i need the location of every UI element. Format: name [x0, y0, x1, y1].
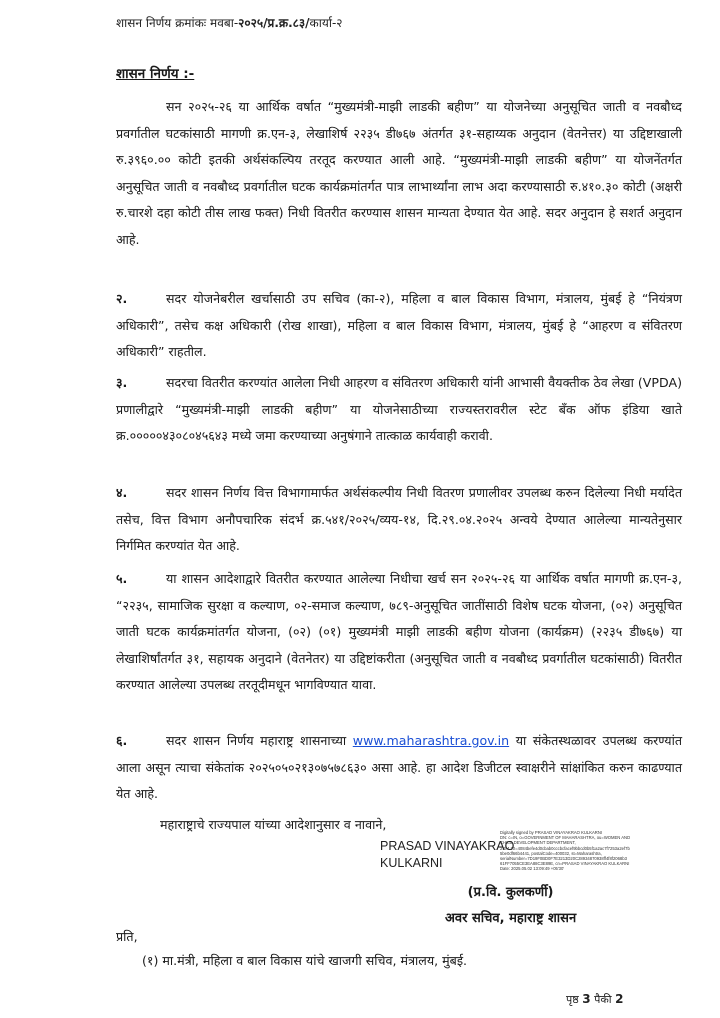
page-total: 2	[615, 992, 624, 1006]
signatory-name	[380, 838, 514, 872]
paragraph-2-text: सदर योजनेबरील खर्चासाठी उप सचिव (का-२), महिला व बाल विकास विभाग, मंत्रालय, मुंबई हे “नियंत्रण अधिकारी”, तसेच कक्ष अधिकारी (रोख शाखा), महिला व बाल विकास विभाग, मंत्रालय, मुंबई हे “आहरण व संवितरण अधिकारी” राहतील.	[116, 291, 682, 359]
cert-line: 5be0df66b4441, postalCode=400032, st=Maharashtra,	[500, 850, 602, 856]
page-number	[566, 992, 624, 1007]
paragraph-2	[116, 286, 682, 366]
paragraph-3-text: सदरचा वितरीत करण्यांत आलेला निधी आहरण व संवितरण अधिकारी यांनी आभासी वैयक्तीक ठेव लेखा (VPDA) प्रणालीद्वारे “मुख्यमंत्री-माझी लाडकी बहीण” या योजनेसाठीच्या राज्यस्तरावरील स्टेट बँक ऑफ इंडिया खाते क्र.०००००४३०८०४५६४३ मध्ये जमा करण्याच्या अनुषंगाने तात्काळ कार्यवाही करावी.	[116, 375, 683, 443]
header-suffix: कार्या-२	[309, 16, 343, 30]
paragraph-5-text: या शासन आदेशाद्वारे वितरीत करण्यात आलेल्या निधीचा खर्च सन २०२५-२६ या आर्थिक वर्षात मागणी क्र.एन-३, “२२३५, सामाजिक सुरक्षा व कल्याण, ०२-समाज कल्याण, ७८९-अनुसूचित जातींसाठी विशेष घटक योजना, (०२) अनुसूचित जाती घटक कार्यक्रमांतर्गत योजना, (०२) (०१) मुख्यमंत्री माझी लाडकी बहीण योजना (कार्यक्रम) (२२३५ डी७६७) या लेखाशिर्षांतर्गत ३१, सहायक अनुदाने (वेतनेतर) या उद्दिष्टांकरीता (अनुसूचित जाती व नवबौध्द प्रवर्गातील घटकांसाठी) वितरीत करण्यात आलेल्या उपलब्ध तरतूदीमधून भागविण्यात यावा.	[116, 571, 682, 692]
paragraph-6-text-before: सदर शासन निर्णय महाराष्ट्र शासनाच्या	[166, 733, 353, 748]
paragraph-number: ३.	[116, 375, 128, 390]
digital-signature-certificate	[500, 830, 700, 872]
page-current: 3	[582, 992, 591, 1006]
maharashtra-website-link[interactable]: www.maharashtra.gov.in	[352, 733, 510, 748]
paragraph-3	[116, 370, 682, 450]
cert-line: serialNumber=7D19F0BD0F7E3213D20C28934870938ff4f8f2068b3	[500, 856, 627, 862]
cert-line: Digitally signed by PRASAD VINAYAKRAO KULKARNI	[500, 830, 603, 835]
cert-line: CHILD DEVELOPMENT DEPARTMENT,	[500, 840, 576, 846]
paragraph-6	[116, 728, 682, 808]
recipients-heading: प्रति,	[116, 929, 138, 944]
paragraph-4	[116, 480, 682, 560]
signatory-name-line1: PRASAD VINAYAKRAO	[380, 839, 515, 853]
recipient-item: (१) मा.मंत्री, महिला व बाल विकास यांचे खाजगी सचिव, मंत्रालय, मुंबई.	[142, 953, 468, 968]
paragraph-number: ६.	[116, 733, 128, 748]
closing-line: महाराष्ट्राचे राज्यपाल यांच्या आदेशानुसार व नावाने,	[160, 817, 387, 832]
cert-line: 61FF7055CE3EA88C3E89E, cn=PRASAD VINAYAKRAO KULKARNI	[500, 861, 630, 867]
paragraph-number: ४.	[116, 485, 128, 500]
header-prefix: शासन निर्णय क्रमांकः मवबा-	[116, 16, 239, 30]
cert-line: 2.5.4.20=4084befe4d0cbab0cccbcfacef9bbcd0b5f1a2ac7f7253a2ef7b	[500, 845, 630, 851]
cert-line: DN: c=IN, o=GOVERNMENT OF MAHARASHTRA, ou=WOMEN AND	[500, 835, 631, 841]
signatory-name-line2: KULKARNI	[380, 856, 443, 870]
page-of: पैकी	[594, 993, 612, 1006]
signatory-designation: अवर सचिव, महाराष्ट्र शासन	[445, 911, 577, 926]
cert-line: Date: 2025.05.02 13:09:49 +05'30'	[500, 866, 565, 872]
paragraph-1-text: सन २०२५-२६ या आर्थिक वर्षात “मुख्यमंत्री-माझी लाडकी बहीण” या योजनेच्या अनुसूचित जाती व नवबौध्द प्रवर्गातील घटकांसाठी मागणी क्र.एन-३, लेखाशिर्ष २२३५ डी७६७ अंतर्गत ३१-सहाय्यक अनुदान (वेतनेत्तर) या उद्दिष्टाखाली रु.३९६०.०० कोटी इतकी अर्थसंकल्पिय तरतूद करण्यात आली आहे. “मुख्यमंत्री-माझी लाडकी बहीण” या योजनेंतर्गत अनुसूचित जाती व नवबौध्द प्रवर्गातील घटक कार्यक्रमांतर्गत पात्र लाभार्थ्यांना लाभ अदा करण्यासाठी रु.४१०.३० कोटी (अक्षरी रु.चारशे दहा कोटी तीस लाख फक्त) निधी वितरीत करण्यास शासन मान्यता देण्यात येत आहे. सदर अनुदान हे सशर्त अनुदान आहे.	[116, 99, 682, 247]
paragraph-number: २.	[116, 291, 128, 306]
paragraph-6-text-after: या संकेतस्थळावर उपलब्ध करण्यांत आला असून त्याचा संकेतांक २०२५०५०२१३०७५७८६३० असा आहे. हा आदेश डिजीटल स्वाक्षरीने सांक्षांकित करुन काढण्यात येत आहे.	[116, 733, 683, 801]
section-title: शासन निर्णय :-	[116, 66, 195, 82]
page-prefix: पृष्ठ	[566, 993, 579, 1006]
paragraph-1	[116, 94, 682, 253]
paragraph-5	[116, 566, 682, 699]
paragraph-number: ५.	[116, 571, 128, 586]
paragraph-4-text: सदर शासन निर्णय वित्त विभागामार्फत अर्थसंकल्पीय निधी वितरण प्रणालीवर उपलब्ध करुन दिलेल्या निधी मर्यादेत तसेच, वित्त विभाग अनौपचारिक संदर्भ क्र.५४१/२०२५/व्यय-१४, दि.२९.०४.२०२५ अन्वये देण्यात आलेल्या मान्यतेनुसार निर्गमित करण्यांत येत आहे.	[116, 485, 682, 553]
header-ref: २०२५/प्र.क्र.८३/	[238, 16, 310, 30]
signatory-block	[445, 880, 576, 932]
signatory-initials: (प्र.वि. कुलकर्णी)	[467, 885, 554, 900]
document-header	[116, 14, 343, 31]
